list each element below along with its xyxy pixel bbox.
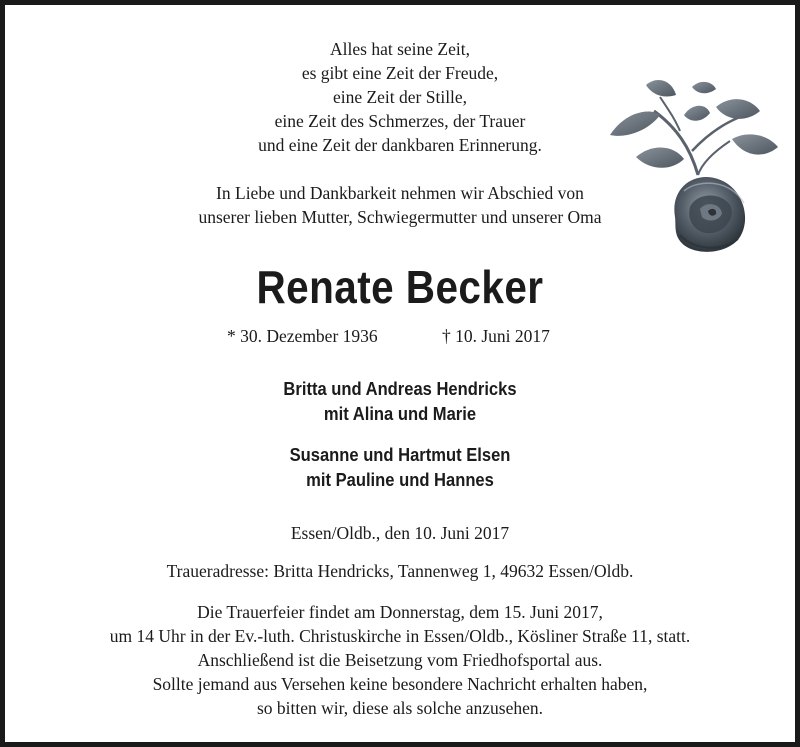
mourning-address: Traueradresse: Britta Hendricks, Tannenweg 1, 49632 Essen/Oldb. — [166, 561, 634, 581]
quote-line: Alles hat seine Zeit, — [330, 39, 470, 59]
ceremony-line: so bitten wir, diese als solche anzusehen. — [256, 698, 544, 718]
deceased-name: Renate Becker — [256, 261, 544, 313]
ceremony-line: Sollte jemand aus Versehen keine besondere Nachricht erhalten haben, — [152, 674, 648, 694]
intro-line: In Liebe und Dankbarkeit nehmen wir Abschied von — [216, 183, 584, 203]
quote-line: es gibt eine Zeit der Freude, — [301, 63, 499, 83]
family-line: mit Alina und Marie — [323, 404, 477, 424]
family-line: Britta und Andreas Hendricks — [283, 379, 517, 399]
family-line: Susanne und Hartmut Elsen — [289, 445, 511, 465]
intro-line: unserer lieben Mutter, Schwiegermutter und unserer Oma — [198, 207, 602, 227]
quote-line: eine Zeit der Stille, — [332, 87, 468, 107]
rose-icon — [580, 67, 785, 272]
quote-line: und eine Zeit der dankbaren Erinnerung. — [258, 135, 542, 155]
ceremony-line: um 14 Uhr in der Ev.-luth. Christuskirche in Essen/Oldb., Kösliner Straße 11, statt. — [109, 626, 691, 646]
ceremony-line: Anschließend ist die Beisetzung vom Friedhofsportal aus. — [197, 650, 603, 670]
birth-date: * 30. Dezember 1936 — [227, 326, 378, 346]
ceremony-line: Die Trauerfeier findet am Donnerstag, dem 15. Juni 2017, — [197, 602, 603, 622]
death-date: † 10. Juni 2017 — [442, 326, 550, 346]
place-date: Essen/Oldb., den 10. Juni 2017 — [290, 523, 510, 543]
family-line: mit Pauline und Hannes — [306, 470, 494, 490]
quote-line: eine Zeit des Schmerzes, der Trauer — [274, 111, 526, 131]
